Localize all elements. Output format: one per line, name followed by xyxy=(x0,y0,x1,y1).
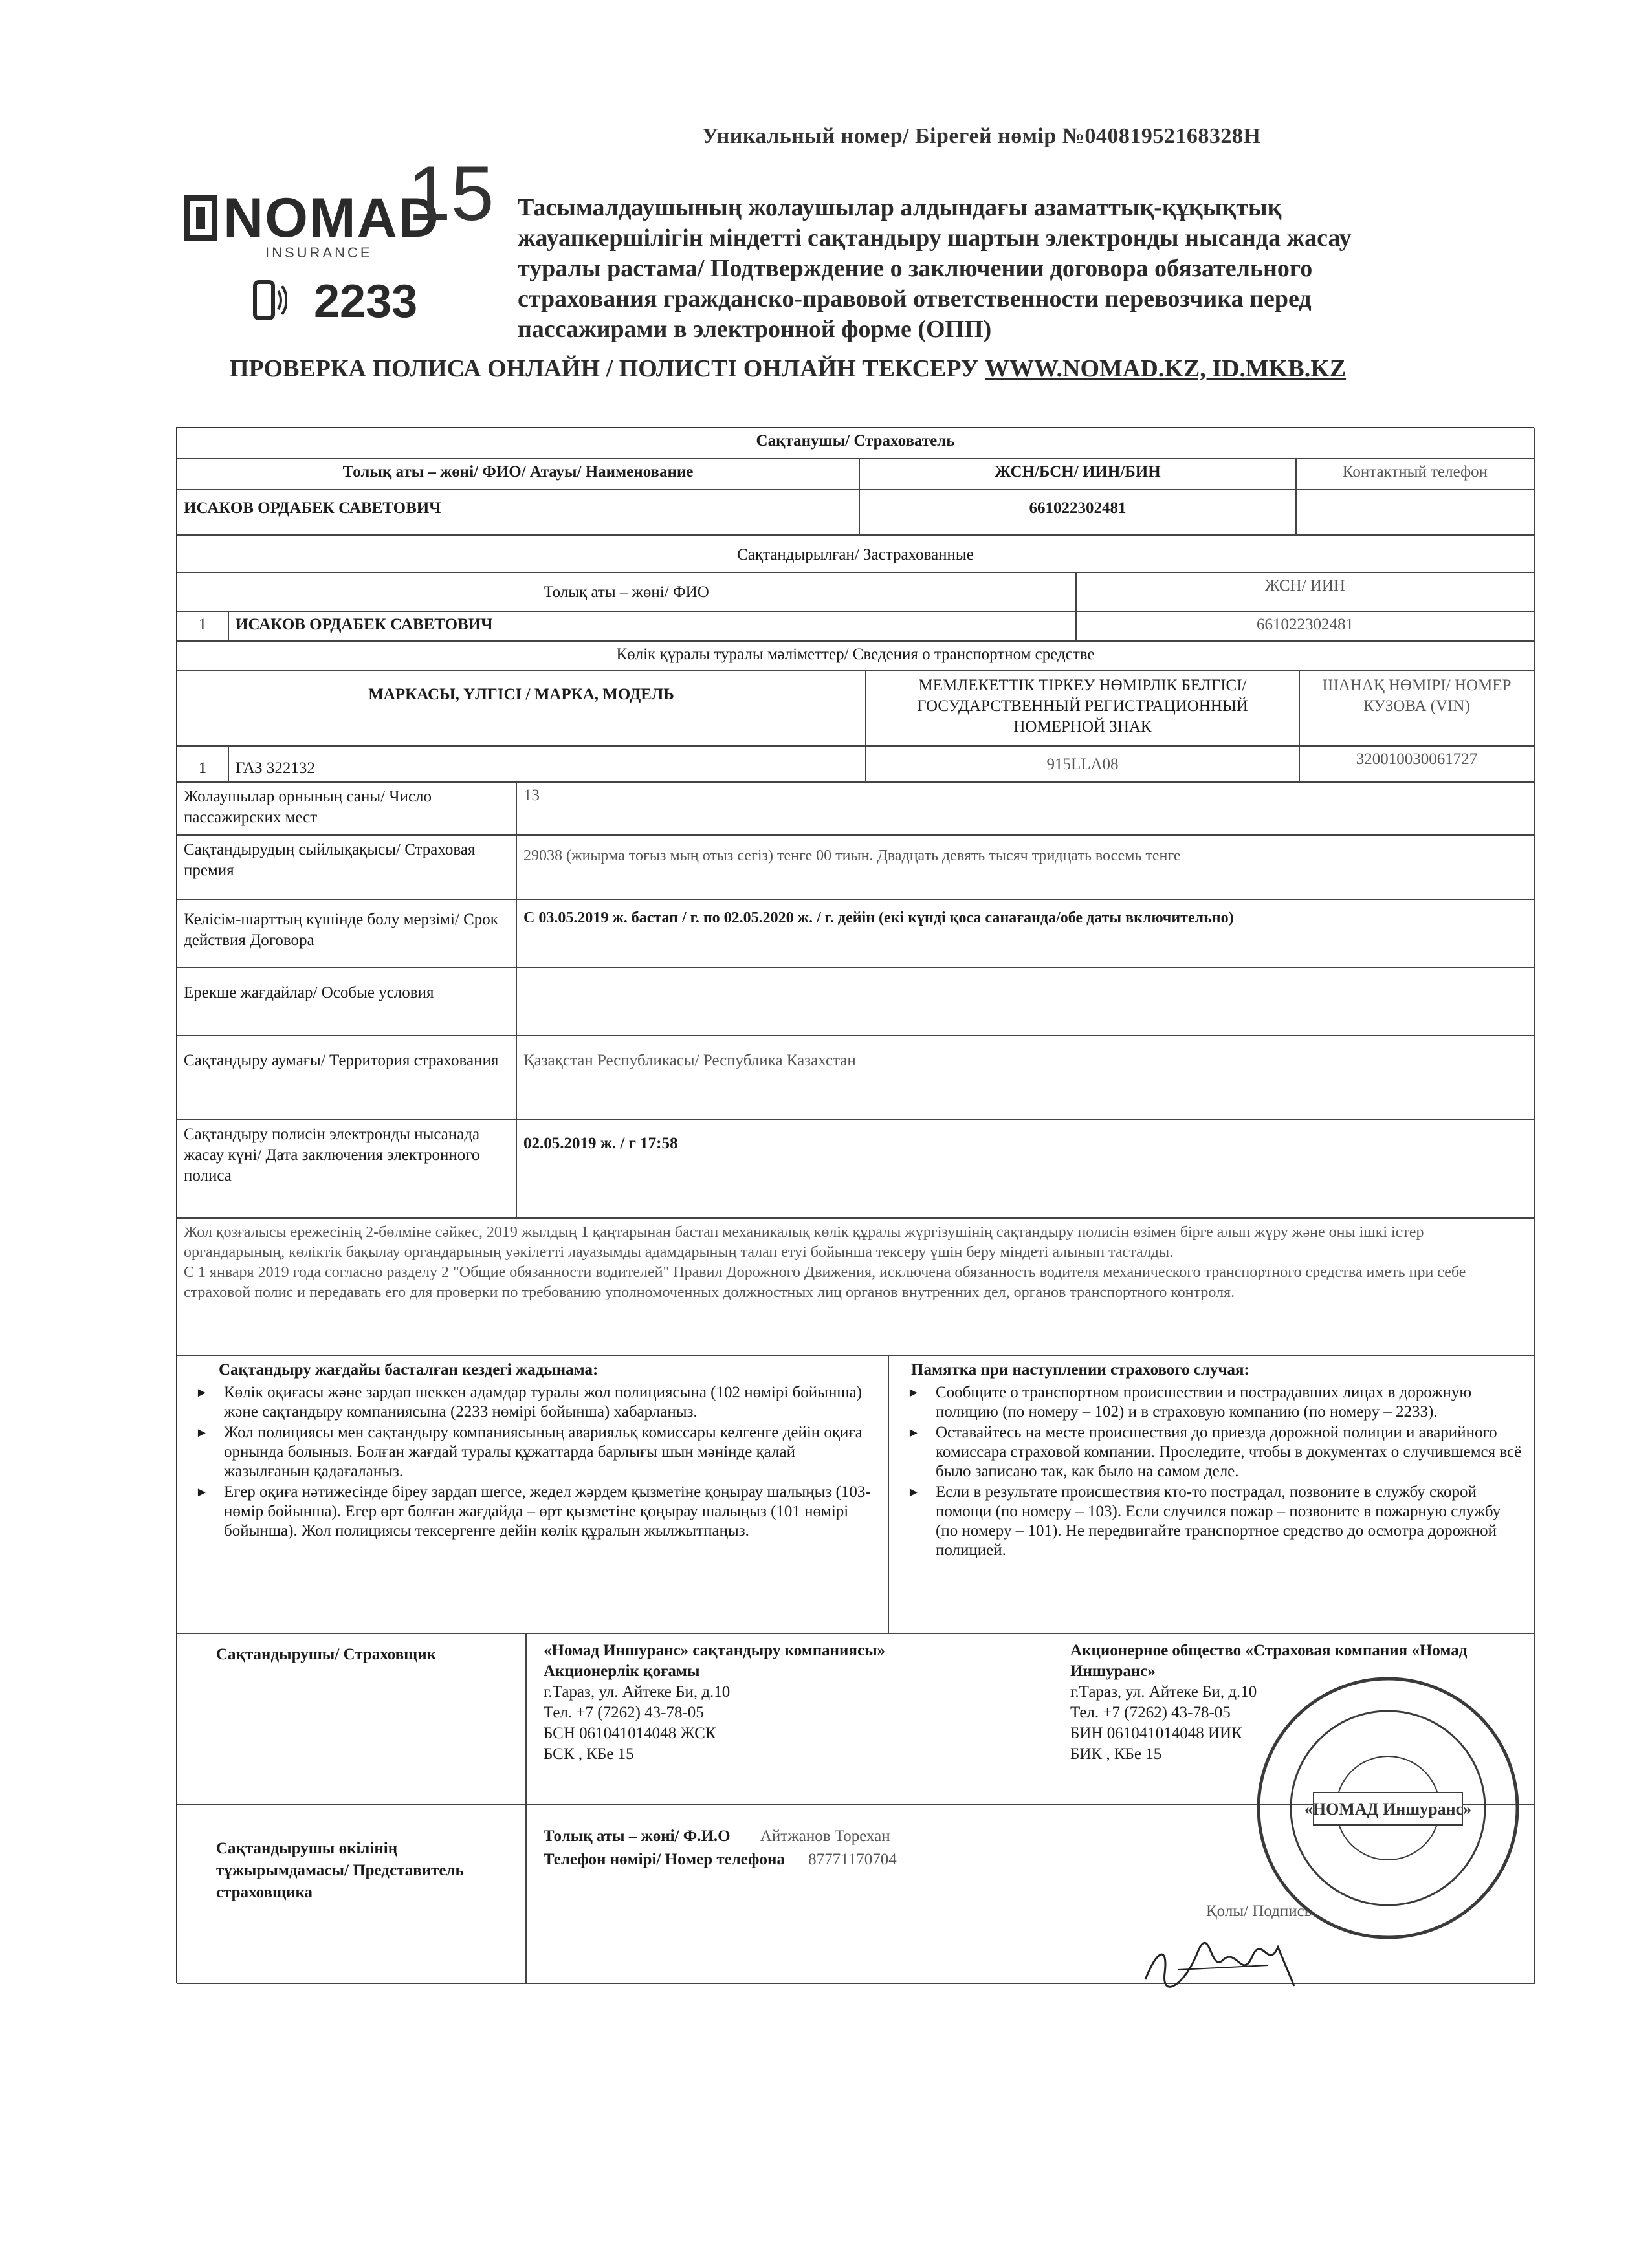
title-line: туралы растама/ Подтверждение о заключении договора обязательного xyxy=(518,255,1313,282)
insurer-ru-line: БИН 061041014048 ИИК xyxy=(1070,1725,1242,1742)
signature-label: Қолы/ Подпись xyxy=(1206,1903,1312,1920)
insurer-col-iin: ЖСН/БСН/ ИИН/БИН xyxy=(860,459,1297,490)
online-check-label: ПРОВЕРКА ПОЛИСА ОНЛАЙН / ПОЛИСТІ ОНЛАЙН ТЕКСЕРУ xyxy=(230,355,979,382)
logo-subtitle: INSURANCE xyxy=(265,245,373,261)
insurer-name: ИСАКОВ ОРДАБЕК САВЕТОВИЧ xyxy=(177,490,860,536)
insured-iin: 661022302481 xyxy=(1077,612,1535,642)
document-title xyxy=(518,193,1456,345)
detail-value-date: 02.05.2019 ж. / г 17:58 xyxy=(517,1120,1535,1219)
online-check-line xyxy=(230,354,1346,383)
phone-icon xyxy=(252,279,287,321)
insured-section-title: Сақтандырылған/ Застрахованные xyxy=(177,536,1535,573)
vehicle-col-vin: ШАНАҚ НӨМІРІ/ НОМЕР КУЗОВА (VIN) xyxy=(1300,671,1535,747)
insurer-kz-line: Тел. +7 (7262) 43-78-05 xyxy=(544,1704,704,1721)
company-stamp xyxy=(1252,1672,1524,1944)
logo-anniversary: 15 xyxy=(408,150,494,237)
insured-name: ИСАКОВ ОРДАБЕК САВЕТОВИЧ xyxy=(229,612,1077,642)
notice-kz: Жол қозғалысы ережесінің 2-бөлміне сәйкес, 2019 жылдың 1 қаңтарынан бастап механикалық көлік құралы жүргізушінің сақтандыру полисін өзімен бірге алып жүру және оны ішкі істер органдарының, көліктік бақылау органдарының уәкілетті лауазымды адамдарының талап етуі бойынша тексеру үшін беру міндеті алынып тасталды. xyxy=(184,1224,1424,1261)
representative-label: Сақтандырушы өкілінің тұжырымдамасы/ Представитель страховщика xyxy=(177,1805,527,1984)
memo-ru xyxy=(889,1356,1535,1634)
rep-name-label: Толық аты – жөні/ Ф.И.О xyxy=(544,1827,731,1845)
detail-label-term: Келісім-шарттың күшінде болу мерзімі/ Срок действия Договора xyxy=(177,900,517,968)
vehicle-section-title: Көлік құралы туралы мәліметтер/ Сведения о транспортном средстве xyxy=(177,642,1535,671)
logo-mark-icon xyxy=(184,195,217,241)
insurer-company-label: Сақтандырушы/ Страховщик xyxy=(177,1634,527,1805)
memo-ru-title: Памятка при наступлении страхового случая: xyxy=(911,1361,1249,1379)
detail-label-premium: Сақтандырудың сыйлықақысы/ Страховая премия xyxy=(177,836,517,900)
insured-col-name: Толық аты – жөні/ ФИО xyxy=(177,573,1077,612)
stamp-text: «НОМАД Иншуранс» xyxy=(1304,1800,1472,1818)
detail-value-term: С 03.05.2019 ж. бастап / г. по 02.05.2020 ж. / г. дейін (екі күнді қоса санағанда/обе даты включительно) xyxy=(517,900,1535,968)
title-line: пассажирами в электронной форме (ОПП) xyxy=(518,316,992,343)
vehicle-row-number: 1 xyxy=(177,747,229,783)
detail-value-premium: 29038 (жиырма тоғыз мың отыз сегіз) тенге 00 тиын. Двадцать девять тысяч тридцать восемь тенге xyxy=(517,836,1535,900)
insurer-kz-line: БСН 061041014048 ЖСК xyxy=(544,1725,716,1742)
logo-text: NOMAD xyxy=(223,187,440,249)
unique-number: Уникальный номер/ Бірегей нөмір №04081952168328Н xyxy=(702,124,1261,148)
insurer-col-name: Толық аты – жөні/ ФИО/ Атауы/ Наименование xyxy=(177,459,860,490)
detail-value-territory: Қазақстан Республикасы/ Республика Казахстан xyxy=(517,1036,1535,1120)
memo-kz-item: ► Жол полициясы мен сақтандыру компаниясының аварияльқ комиссары келгенге дейін оқиға орнында болыныз. Болған жағдай туралы құжаттарда барлығы шын мәнінде қалай жазылғанын қадағаланыз. xyxy=(224,1423,879,1481)
detail-value-seats: 13 xyxy=(517,783,1535,836)
online-check-link[interactable]: WWW.NOMAD.KZ, ID.MKB.KZ xyxy=(985,355,1347,382)
nomad-logo xyxy=(184,150,494,330)
rep-phone-label: Телефон нөмірі/ Номер телефона xyxy=(544,1851,785,1868)
detail-label-seats: Жолаушылар орнының саны/ Число пассажирских мест xyxy=(177,783,517,836)
insurer-section-title: Сақтанушы/ Страхователь xyxy=(177,428,1535,459)
memo-ru-item: ► Оставайтесь на месте происшествия до приезда дорожной полиции и аварийного комиссара страховой компании. Проследите, чтобы в документах о случившемся всё было записано так, как было на самом деле. xyxy=(936,1423,1524,1481)
detail-label-date: Сақтандыру полисін электронды нысанада жасау күні/ Дата заключения электронного полиса xyxy=(177,1120,517,1219)
insurer-kz-line: БСК , КБе 15 xyxy=(544,1745,634,1763)
vehicle-col-model: МАРКАСЫ, ҮЛГІСІ / МАРКА, МОДЕЛЬ xyxy=(177,671,866,747)
title-line: жауапкершілігін міндетті сақтандыру шартын электронды нысанда жасау xyxy=(518,224,1352,252)
memo-kz xyxy=(177,1356,889,1634)
memo-ru-item: ► Сообщите о транспортном происшествии и пострадавших лицах в дорожную полицию (по номеру – 102) и в страховую компанию (по номеру – 2233). xyxy=(936,1383,1524,1422)
insurer-col-phone: Контактный телефон xyxy=(1297,459,1535,490)
rep-name-value: Айтжанов Торехан xyxy=(760,1827,890,1845)
memo-kz-item: ► Көлік оқиғасы және зардап шеккен адамдар туралы жол полициясына (102 нөмірі бойынша) және сақтандыру компаниясына (2233 нөмірі бойынша) хабарланыз. xyxy=(224,1383,879,1422)
notice-box xyxy=(177,1219,1535,1356)
logo-phone-number: 2233 xyxy=(314,276,418,327)
vehicle-reg-number: 915LLA08 xyxy=(866,747,1300,783)
insurer-kz-line: «Номад Иншуранс» сақтандыру компаниясы» xyxy=(544,1642,886,1659)
title-line: страхования гражданско-правовой ответственности перевозчика перед xyxy=(518,285,1312,312)
vehicle-vin: 320010030061727 xyxy=(1300,747,1535,783)
title-line: Тасымалдаушының жолаушылар алдындағы азаматтық-құқықтық xyxy=(518,194,1282,221)
detail-label-territory: Сақтандыру аумағы/ Территория страхования xyxy=(177,1036,517,1120)
insurer-phone xyxy=(1297,490,1535,536)
insurer-iin: 661022302481 xyxy=(860,490,1297,536)
insurer-ru-line: БИК , КБе 15 xyxy=(1070,1745,1162,1763)
notice-ru: С 1 января 2019 года согласно разделу 2 "Общие обязанности водителей" Правил Дорожного Движения, исключена обязанность водителя механического транспортного средства иметь при себе страховой полис и передавать его для проверки по требованию уполномоченных должностных лиц органов внутренних дел, органов транспортного контроля. xyxy=(184,1264,1466,1301)
rep-phone-value: 87771170704 xyxy=(808,1851,897,1868)
insurer-ru-line: Акционерное общество «Страховая компания «Номад Иншуранс» xyxy=(1070,1642,1468,1680)
vehicle-col-reg: МЕМЛЕКЕТТІК ТІРКЕУ НӨМІРЛІК БЕЛГІСІ/ ГОСУДАРСТВЕННЫЙ РЕГИСТРАЦИОННЫЙ НОМЕРНОЙ ЗНАК xyxy=(866,671,1300,747)
insurer-kz-line: г.Тараз, ул. Айтеке Би, д.10 xyxy=(544,1683,731,1701)
detail-value-conditions xyxy=(517,968,1535,1036)
memo-kz-item: ► Егер оқиға нәтижесінде біреу зардап шегсе, жедел жәрдем қызметіне қоңырау шалыңыз (103-нөмір бойынша). Егер өрт болған жағдайда – өрт қызметіне қоңырау шалыңыз (101 нөмірі бойынша). Жол полициясы тексергенге дейін көлік құралын жылжытпаңыз. xyxy=(224,1483,879,1541)
insured-col-iin: ЖСН/ ИИН xyxy=(1077,573,1535,612)
insured-row-number: 1 xyxy=(177,612,229,642)
memo-kz-title: Сақтандыру жағдайы басталған кездегі жадынама: xyxy=(219,1361,599,1379)
memo-ru-item: ► Если в результате происшествия кто-то пострадал, позвоните в службу скорой помощи (по номеру – 103). Если случился пожар – позвоните в пожарную службу (по номеру – 101). Не передвигайте транспортное средство до осмотра дорожной полицией. xyxy=(936,1483,1524,1560)
vehicle-model: ГАЗ 322132 xyxy=(229,747,866,783)
detail-label-conditions: Ерекше жағдайлар/ Особые условия xyxy=(177,968,517,1036)
insurer-ru-line: г.Тараз, ул. Айтеке Би, д.10 xyxy=(1070,1683,1257,1701)
insurer-kz-line: Акционерлік қоғамы xyxy=(544,1663,700,1680)
insurer-ru-line: Тел. +7 (7262) 43-78-05 xyxy=(1070,1704,1231,1721)
